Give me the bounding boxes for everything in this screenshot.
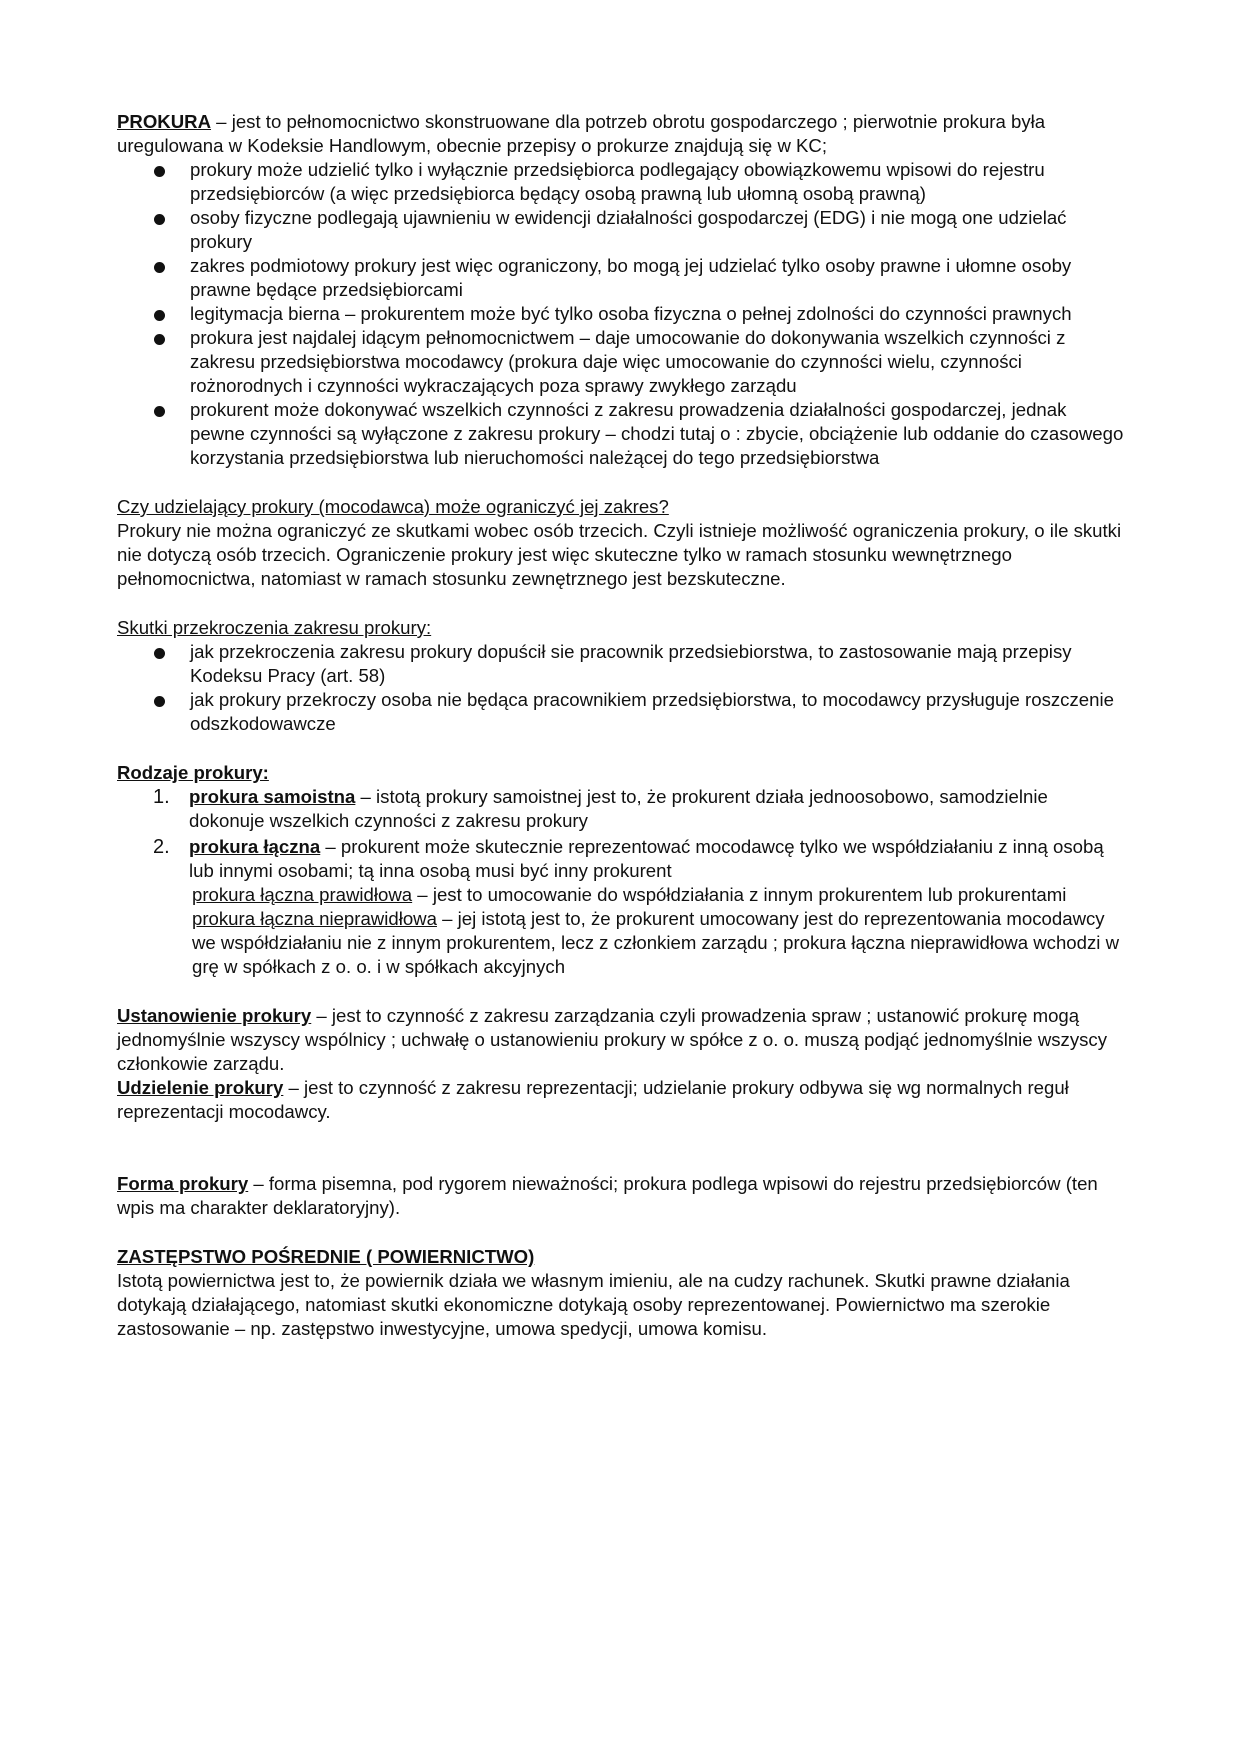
intro-paragraph <box>117 110 1125 158</box>
list-item: prokurent może dokonywać wszelkich czynności z zakresu prowadzenia działalności gospodarczej, jednak pewne czynności są wyłączone z zakresu prokury – chodzi tutaj o : zbycie, obciążenie lub oddanie do czasowego korzystania przedsiębiorstwa lub nieruchomości należącej do tego przedsiębiorstwa <box>117 398 1125 470</box>
types-list <box>117 785 1125 883</box>
prokura-title: PROKURA <box>117 111 212 132</box>
subtype-correct: prokura łączna prawidłowa – jest to umocowanie do współdziałania z innym prokurentem lub prokurentami <box>192 884 1067 905</box>
bullet-icon <box>154 648 165 659</box>
intro-bullet-list <box>117 158 1125 470</box>
form-term: Forma prokury <box>117 1173 249 1194</box>
list-item: jak prokury przekroczy osoba nie będąca pracownikiem przedsiębiorstwa, to mocodawcy przysługuje roszczenie odszkodowawcze <box>117 688 1125 736</box>
list-item: legitymacja bierna – prokurentem może być tylko osoba fizyczna o pełnej zdolności do czynności prawnych <box>117 302 1125 326</box>
type-term: prokura łączna <box>189 836 321 857</box>
list-item: osoby fizyczne podlegają ujawnieniu w ewidencji działalności gospodarczej (EDG) i nie mogą one udzielać prokury <box>117 206 1125 254</box>
exceed-bullet-list <box>117 640 1125 736</box>
bullet-icon <box>154 406 165 417</box>
subtype-term: prokura łączna nieprawidłowa <box>192 908 437 929</box>
list-item: prokury może udzielić tylko i wyłącznie przedsiębiorca podlegający obowiązkowemu wpisowi do rejestru przedsiębiorców (a więc przedsiębiorca będący osobą prawną lub ułomną osobą prawną) <box>117 158 1125 206</box>
list-item: jak przekroczenia zakresu prokury dopuścił sie pracownik przedsiebiorstwa, to zastosowanie mają przepisy Kodeksu Pracy (art. 58) <box>117 640 1125 688</box>
list-item: 2. prokura łączna – prokurent może skutecznie reprezentować mocodawcę tylko we współdziałaniu z inną osobą lub innymi osobami; tą inna osobą musi być inny prokurent <box>153 836 1104 881</box>
limit-heading: Czy udzielający prokury (mocodawca) może ograniczyć jej zakres? <box>117 496 669 517</box>
bullet-icon <box>154 262 165 273</box>
list-item: prokura jest najdalej idącym pełnomocnictwem – daje umocowanie do dokonywania wszelkich czynności z zakresu przedsiębiorstwa mocodawcy (prokura daje więc umocowanie do czynności wielu, czynności rożnorodnych i czynności wykraczających poza sprawy zwykłego zarządu <box>117 326 1125 398</box>
list-number: 1. <box>153 786 170 808</box>
list-item: 1. prokura samoistna – istotą prokury samoistnej jest to, że prokurent działa jednoosobowo, samodzielnie dokonuje wszelkich czynności z zakresu prokury <box>153 786 1048 831</box>
types-heading: Rodzaje prokury: <box>117 762 269 783</box>
type-term: prokura samoistna <box>189 786 356 807</box>
bullet-icon <box>154 166 165 177</box>
trust-text: Istotą powiernictwa jest to, że powiernik działa we własnym imieniu, ale na cudzy rachunek. Skutki prawne działania dotykają działającego, natomiast skutki ekonomiczne dotykają osoby reprezentowanej. Powiernictwo ma szerokie zastosowanie – np. zastępstwo inwestycyjne, umowa spedycji, umowa komisu. <box>117 1270 1070 1339</box>
trust-heading: ZASTĘPSTWO POŚREDNIE ( POWIERNICTWO) <box>117 1246 535 1267</box>
document-page <box>117 110 1125 1341</box>
exceed-heading: Skutki przekroczenia zakresu prokury: <box>117 617 432 638</box>
grant-paragraph: Udzielenie prokury – jest to czynność z zakresu reprezentacji; udzielanie prokury odbywa się wg normalnych reguł reprezentacji mocodawcy. <box>117 1077 1069 1122</box>
bullet-icon <box>154 214 165 225</box>
intro-text: – jest to pełnomocnictwo skonstruowane dla potrzeb obrotu gospodarczego ; pierwotnie prokura była uregulowana w Kodeksie Handlowym, obecnie przepisy o prokurze znajdują się w KC; <box>117 111 1046 156</box>
establish-term: Ustanowienie prokury <box>117 1005 312 1026</box>
form-paragraph: Forma prokury – forma pisemna, pod rygorem nieważności; prokura podlega wpisowi do rejestru przedsiębiorców (ten wpis ma charakter deklaratoryjny). <box>117 1173 1098 1218</box>
limit-text: Prokury nie można ograniczyć ze skutkami wobec osób trzecich. Czyli istnieje możliwość ograniczenia prokury, o ile skutki nie dotyczą osób trzecich. Ograniczenie prokury jest więc skuteczne tylko w ramach stosunku wewnętrznego pełnomocnictwa, natomiast w ramach stosunku zewnętrznego jest bezskuteczne. <box>117 520 1122 589</box>
bullet-icon <box>154 334 165 345</box>
bullet-icon <box>154 696 165 707</box>
subtype-incorrect: prokura łączna nieprawidłowa – jej istotą jest to, że prokurent umocowany jest do reprezentowania mocodawcy we współdziałaniu nie z innym prokurentem, lecz z członkiem zarządu ; prokura łączna nieprawidłowa wchodzi w grę w spółkach z o. o. i w spółkach akcyjnych <box>192 908 1120 977</box>
subtype-term: prokura łączna prawidłowa <box>192 884 413 905</box>
list-item: zakres podmiotowy prokury jest więc ograniczony, bo mogą jej udzielać tylko osoby prawne i ułomne osoby prawne będące przedsiębiorcami <box>117 254 1125 302</box>
establish-paragraph: Ustanowienie prokury – jest to czynność z zakresu zarządzania czyli prowadzenia spraw ; ustanowić prokurę mogą jednomyślnie wszyscy wspólnicy ; uchwałę o ustanowieniu prokury w spółce z o. o. muszą podjąć jednomyślnie wszyscy członkowie zarządu. <box>117 1005 1108 1074</box>
grant-term: Udzielenie prokury <box>117 1077 284 1098</box>
list-number: 2. <box>153 836 170 858</box>
bullet-icon <box>154 310 165 321</box>
